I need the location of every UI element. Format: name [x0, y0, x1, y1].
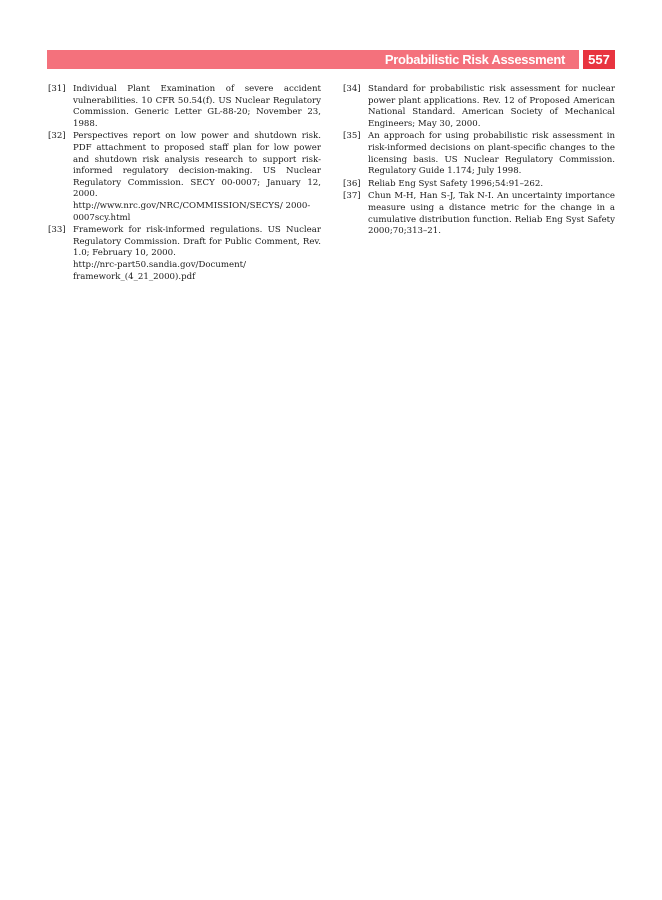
references-right-column — [343, 84, 615, 239]
page-number: 557 — [583, 50, 615, 69]
references-left-column — [48, 84, 321, 284]
reference-text: Standard for probabilistic risk assessment for nuclear power plant applications. Rev. 12 of Proposed American National Standard. American Society of Mechanical Engineers; May 30, 2000. — [368, 84, 615, 129]
reference-item — [343, 179, 615, 191]
reference-item — [343, 131, 615, 177]
reference-url-link[interactable]: http://nrc-part50.sandia.gov/Document/ framework_(4_21_2000).pdf — [73, 259, 246, 282]
reference-number: [33] — [48, 225, 66, 236]
reference-text: Framework for risk-informed regulations. US Nuclear Regulatory Commission. Draft for Public Comment, Rev. 1.0; February 10, 2000. — [73, 225, 321, 259]
reference-number: [32] — [48, 131, 66, 142]
reference-number: [31] — [48, 84, 66, 94]
reference-url-link[interactable]: http://www.nrc.gov/NRC/COMMISSION/SECYS/ 2000-0007scy.html — [73, 200, 311, 223]
reference-number: [34] — [343, 84, 361, 94]
reference-item — [48, 84, 321, 130]
reference-item — [48, 131, 321, 224]
reference-number: [36] — [343, 178, 361, 189]
reference-item — [343, 84, 615, 130]
reference-number: [35] — [343, 131, 361, 142]
reference-text: Individual Plant Examination of severe accident vulnerabilities. 10 CFR 50.54(f). US Nuclear Regulatory Commission. Generic Letter GL-88-20; November 23, 1988. — [73, 84, 321, 129]
running-header-title: Probabilistic Risk Assessment — [384, 52, 565, 67]
running-header — [47, 50, 579, 69]
reference-text: Chun M-H, Han S-J, Tak N-I. An uncertainty importance measure using a distance metric for the change in a cumulative distribution function. Reliab Eng Syst Safety 2000;70;313–21. — [368, 191, 615, 237]
reference-text: Reliab Eng Syst Safety 1996;54:91–262. — [368, 178, 544, 189]
reference-text: Perspectives report on low power and shutdown risk. PDF attachment to proposed staff plan for low power and shutdown risk analysis research to support risk-informed regulatory decision-making. US Nuclear Regulatory Commission. SECY 00-0007; January 12, 2000. — [73, 131, 321, 200]
reference-item — [48, 225, 321, 283]
reference-text: An approach for using probabilistic risk assessment in risk-informed decisions on plant-specific changes to the licensing basis. US Nuclear Regulatory Commission. Regulatory Guide 1.174; July 1998. — [368, 131, 615, 177]
reference-item — [343, 191, 615, 237]
reference-number: [37] — [343, 191, 361, 202]
